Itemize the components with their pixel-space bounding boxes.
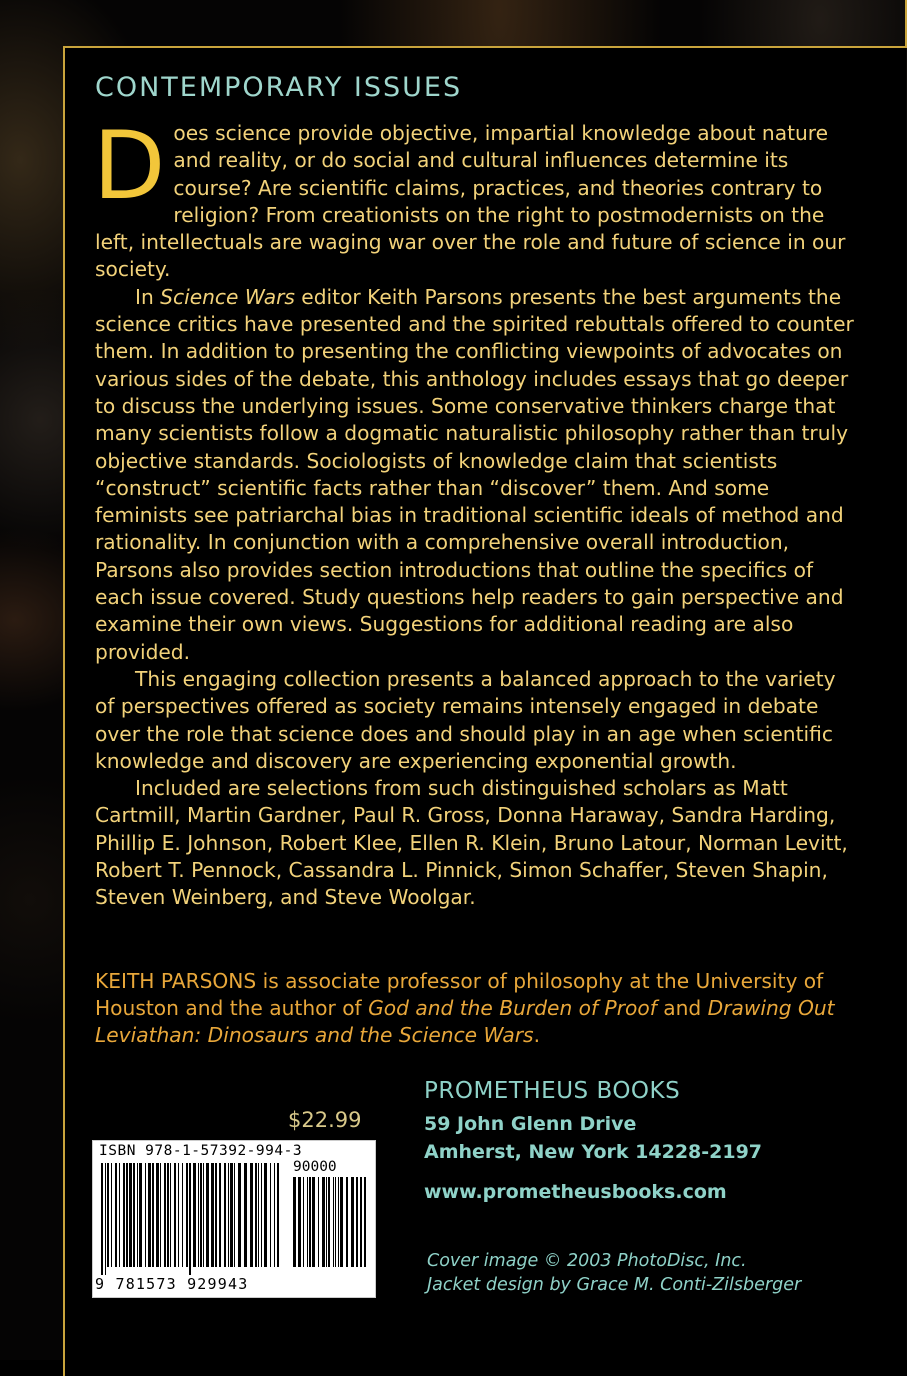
paragraph-4: Included are selections from such distinguished scholars as Matt Cartmill, Martin Gardner, Paul R. Gross, Donna Haraway, Sandra Harding, Phillip E. Johnson, Robert Klee, Ellen R. Klein, Bruno Latour, Norman Levitt, Robert T. Pennock, Cassandra L. Pinnick, Simon Schaffer, Steven Shapin, Steven Weinberg, and Steve Woolgar. — [95, 776, 848, 910]
barcode-bar — [198, 1163, 199, 1267]
barcode-bar — [160, 1163, 161, 1267]
barcode-bar — [200, 1163, 202, 1267]
barcode-bar — [364, 1177, 366, 1267]
barcode-bar — [167, 1163, 169, 1267]
book-title-science-wars: Science Wars — [160, 284, 295, 309]
barcode-bar — [309, 1177, 311, 1267]
paragraph-3: This engaging collection presents a balanced approach to the variety of perspectives offered as society remains intensely engaged in debate over the role that science does and should play in an age when scientific knowledge and discovery are experiencing exponential growth. — [95, 666, 836, 773]
barcode-bar — [255, 1163, 257, 1267]
paragraph-1-text: oes science provide objective, impartial knowledge about nature and reality, or do social and cultural influences determine its course? Are scientific claims, practices, and theories contrary to religion? From creationists on the right to postmodernists on the left, intellectuals are waging war over the role and future of science in our society. — [95, 121, 846, 282]
publisher-address-line-1: 59 John Glenn Drive — [424, 1113, 637, 1135]
author-bio — [95, 968, 855, 1049]
paragraph-2 — [95, 284, 855, 666]
barcode-bar — [230, 1163, 233, 1267]
credits-block — [427, 1249, 801, 1297]
cover-image-credit: Cover image © 2003 PhotoDisc, Inc. — [427, 1251, 747, 1271]
barcode-bar — [258, 1163, 259, 1267]
barcode-bar — [228, 1163, 229, 1267]
isbn-text: ISBN 978-1-57392-994-3 — [99, 1143, 303, 1159]
barcode-bar — [189, 1163, 191, 1275]
barcode-bar — [307, 1177, 308, 1267]
barcode-bar — [156, 1163, 159, 1267]
barcode-bar — [318, 1177, 319, 1267]
barcode-bar — [322, 1177, 325, 1267]
barcode-bar — [193, 1163, 196, 1267]
barcode-bar — [186, 1163, 188, 1267]
barcode-bar — [277, 1163, 279, 1267]
barcode-bar — [338, 1177, 339, 1267]
barcode-bar — [224, 1163, 226, 1267]
barcode-bar — [101, 1163, 103, 1275]
barcode-bar — [219, 1163, 221, 1267]
barcode-bar — [244, 1163, 247, 1267]
barcode-bar — [298, 1177, 301, 1267]
barcode-bar — [139, 1163, 142, 1267]
publisher-name: PROMETHEUS BOOKS — [424, 1078, 681, 1104]
price-label: $22.99 — [288, 1108, 362, 1132]
barcode-bar — [360, 1177, 362, 1267]
barcode-bar — [133, 1163, 135, 1267]
book-title-2: Drawing Out Leviathan: Dinosaurs and the Science Wars — [95, 996, 835, 1047]
author-bio-end: . — [533, 1023, 540, 1047]
drop-cap: D — [93, 112, 166, 221]
barcode-bar — [182, 1163, 183, 1267]
publisher-address-line-2: Amherst, New York 14228-2197 — [424, 1141, 763, 1163]
barcode-bar — [115, 1163, 117, 1267]
barcode-bar — [264, 1163, 267, 1267]
author-bio-mid: and — [656, 996, 708, 1020]
series-heading: CONTEMPORARY ISSUES — [95, 72, 463, 103]
barcode-bar — [152, 1163, 154, 1267]
barcode-bar — [274, 1163, 275, 1267]
barcode-bar — [203, 1163, 204, 1267]
addon-barcode-bars — [293, 1177, 369, 1275]
barcode-panel — [92, 1140, 376, 1298]
barcode-bar — [107, 1163, 109, 1267]
addon-code: 90000 — [293, 1159, 337, 1175]
barcode-bar — [234, 1163, 235, 1267]
barcode-bar — [119, 1163, 120, 1267]
barcode-bar — [335, 1177, 336, 1267]
barcode-bar — [211, 1163, 214, 1267]
barcode-bar — [137, 1163, 138, 1267]
ean-barcode-bars — [101, 1163, 283, 1275]
barcode-bar — [312, 1177, 315, 1267]
barcode-bar — [126, 1163, 128, 1267]
author-bio-lead: KEITH PARSONS is associate professor of philosophy at the University of Houston and the author of — [95, 969, 824, 1020]
barcode-bar — [178, 1163, 179, 1267]
paragraph-2-text: editor Keith Parsons presents the best arguments the science critics have presented and the spirited rebuttals offered to counter them. In addition to presenting the conflicting viewpoints of advocates on various sides of the debate, this anthology includes essays that go deeper to discuss the underlying issues. Some conservative thinkers charge that many scientists follow a dogmatic naturalistic philosophy rather than truly objective standards. Sociologists of knowledge claim that scientists “construct” scientific facts rather than “discover” them. And some feminists see patriarchal bias in traditional scientific ideals of method and rationality. In conjunction with a comprehensive overall introduction, Parsons also provides section introductions that outline the specifics of each issue covered. Study questions help readers to gain perspective and examine their own views. Suggestions for additional reading are also provided. — [95, 284, 854, 664]
barcode-bar — [270, 1163, 271, 1267]
book-title-1: God and the Burden of Proof — [368, 996, 657, 1020]
barcode-bar — [111, 1163, 112, 1267]
barcode-bar — [326, 1177, 327, 1267]
publisher-block — [424, 1078, 762, 1206]
barcode-bar — [105, 1163, 106, 1275]
barcode-bar — [148, 1163, 151, 1267]
barcode-bar — [356, 1177, 358, 1267]
barcode-bar — [123, 1163, 125, 1267]
barcode-bar — [346, 1177, 348, 1267]
barcode-bar — [303, 1177, 304, 1267]
barcode-bar — [145, 1163, 146, 1267]
barcode-bar — [261, 1163, 262, 1267]
paragraph-1 — [93, 112, 855, 284]
barcode-bar — [164, 1163, 166, 1267]
barcode-bar — [333, 1177, 334, 1267]
barcode-bar — [215, 1163, 217, 1267]
barcode-bar — [206, 1163, 209, 1267]
barcode-bar — [293, 1177, 296, 1267]
barcode-bar — [170, 1163, 171, 1267]
paragraph-2-lead: In — [135, 284, 161, 309]
barcode-bar — [340, 1177, 343, 1267]
barcode-bar — [250, 1163, 253, 1267]
frame-border-top-right — [862, 0, 907, 48]
publisher-website: www.prometheusbooks.com — [424, 1181, 727, 1203]
barcode-bar — [174, 1163, 176, 1267]
barcode-bar — [351, 1177, 354, 1267]
barcode-bar — [328, 1177, 330, 1267]
description-body — [93, 112, 855, 912]
barcode-bar — [238, 1163, 241, 1267]
barcode-bar — [129, 1163, 132, 1267]
jacket-design-credit: Jacket design by Grace M. Conti-Zilsberger — [427, 1275, 802, 1295]
ean-number: 9 781573 929943 — [95, 1275, 249, 1293]
